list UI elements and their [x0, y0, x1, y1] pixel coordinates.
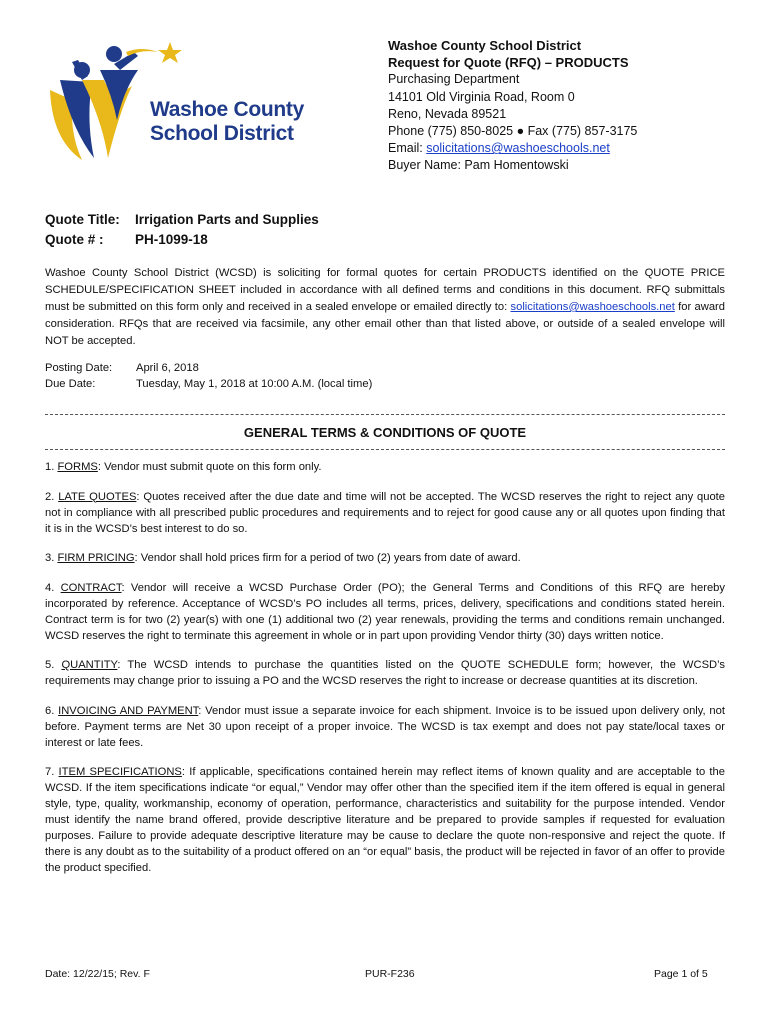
email-link[interactable]: solicitations@washoeschools.net [426, 141, 610, 156]
dates-block [45, 360, 372, 392]
intro-text-2: for award consideration. RFQs that are received via facsimile, any other email other than that listed above, or outside of a sealed envelope will NOT be accepted. [45, 301, 725, 347]
email-label: Email: [388, 141, 427, 156]
divider-top [45, 414, 725, 415]
term-item: 4. CONTRACT: Vendor will receive a WCSD Purchase Order (PO); the General Terms and Conditions of this RFQ are hereby incorporated by reference. Acceptance of WCSD’s PO includes all terms, prices, delivery, specifications and conditions stated herein. Contract term is for two (2) year(s) with one (1) additional two (2) year renewals, providing the terms and conditions remain unchanged. WCSD reserves the right to terminate this agreement in whole or in part upon providing Vendor thirty (30) days written notice. [45, 581, 725, 642]
intro-email-link[interactable]: solicitations@washoeschools.net [510, 301, 675, 313]
term-text: : If applicable, specifications contained herein may reflect items of known quality and are acceptable to the WCSD. If the item specifications indicate “or equal,” Vendor may offer other than the specified item if the item offered is equal in general style, type, quality, workmanship, economy of operation, performance, characteristics and suitability for the purpose intended. Vendor must identify the name brand offered, provide descriptive literature and be prepared to provide samples if requested for evaluation purposes. Failure to provide adequate descriptive literature may be cause to declare the quote non-responsive and reject the quote. If there is any doubt as to the suitability of a product offered on an “or equal” basis, the product will be rejected in favor of an offer to provide the product specified. [45, 766, 725, 874]
term-heading: FIRM PRICING [57, 552, 135, 564]
term-text: : The WCSD intends to purchase the quantities listed on the QUOTE SCHEDULE form; however, the WCSD’s requirements may change prior to issuing a PO and the WCSD reserves the right to increase or decrease quantities at its discretion. [45, 659, 725, 687]
term-heading: INVOICING AND PAYMENT [58, 704, 199, 717]
footer-form-number: PUR-F236 [365, 968, 415, 980]
terms-list [45, 459, 725, 890]
term-heading: ITEM SPECIFICATIONS [58, 766, 182, 778]
term-text: : Quotes received after the due date and time will not be accepted. The WCSD reserves the right to reject any quote not in compliance with all prescribed public procedures and requirements and to reject for good cause any or all quotes upon finding that it is in the WCSD’s best interest to do so. [45, 490, 725, 535]
district-logo [42, 40, 302, 170]
document-type: Request for Quote (RFQ) – PRODUCTS [388, 55, 629, 71]
term-item: 6. INVOICING AND PAYMENT: Vendor must issue a separate invoice for each shipment. Invoice is to be issued upon delivery only, not before. Payment terms are Net 30 upon receipt of a proper invoice. The WCSD is tax exempt and does not pay state/local taxes or interest or late fees. [45, 704, 725, 749]
term-heading: LATE QUOTES [58, 490, 137, 503]
logo-text-line2: School District [150, 122, 294, 145]
posting-date-value: April 6, 2018 [136, 362, 199, 374]
term-heading: FORMS [57, 461, 98, 473]
posting-date-row [45, 360, 372, 376]
due-date-row [45, 376, 372, 392]
logo-text-line1: Washoe County [150, 98, 304, 121]
term-heading: QUANTITY [61, 659, 118, 671]
quote-number-row [45, 230, 319, 250]
phone-fax: Phone (775) 850-8025 ● Fax (775) 857-3175 [388, 124, 638, 139]
term-item: 5. QUANTITY: The WCSD intends to purchase the quantities listed on the QUOTE SCHEDULE form; however, the WCSD’s requirements may change prior to issuing a PO and the WCSD reserves the right to increase or decrease quantities at its discretion. [45, 659, 725, 687]
footer-page-number: Page 1 of 5 [654, 968, 708, 980]
org-name: Washoe County School District [388, 38, 582, 53]
divider-bottom [45, 449, 725, 450]
quote-title-label: Quote Title: [45, 212, 120, 227]
intro-paragraph [45, 265, 725, 350]
term-text: : Vendor will receive a WCSD Purchase Order (PO); the General Terms and Conditions of this RFQ are hereby incorporated by reference. Acceptance of WCSD’s PO includes all terms, prices, delivery, specifications and conditions stated herein. Contract term is for two (2) year(s) with one (1) additional two (2) year renewals, providing the terms and conditions remain unchanged. WCSD reserves the right to terminate this agreement in whole or in part upon providing Vendor thirty (30) days written notice. [45, 581, 725, 642]
department: Purchasing Department [388, 72, 520, 87]
email-line [388, 140, 637, 157]
section-title: GENERAL TERMS & CONDITIONS OF QUOTE [243, 425, 527, 440]
term-text: : Vendor shall hold prices firm for a period of two (2) years from date of award. [134, 552, 521, 564]
term-item: 1. FORMS: Vendor must submit quote on this form only. [45, 461, 322, 473]
quote-info [45, 210, 319, 250]
posting-date-label: Posting Date: [45, 362, 113, 374]
term-item: 2. LATE QUOTES: Quotes received after the due date and time will not be accepted. The WCSD reserves the right to reject any quote not in compliance with all prescribed public procedures and requirements and to reject for good cause any or all quotes upon finding that it is in the WCSD’s best interest to do so. [45, 490, 725, 535]
quote-title-row [45, 210, 319, 230]
quote-title-value: Irrigation Parts and Supplies [135, 212, 319, 227]
quote-number-label: Quote # : [45, 232, 104, 247]
address-line2: Reno, Nevada 89521 [388, 106, 507, 121]
term-item: 3. FIRM PRICING: Vendor shall hold prices firm for a period of two (2) years from date of award. [45, 552, 521, 564]
term-text: : Vendor must submit quote on this form only. [97, 461, 322, 473]
intro-text-1: Washoe County School District (WCSD) is soliciting for formal quotes for certain PRODUCTS identified on the QUOTE PRICE SCHEDULE/SPECIFICATION SHEET included in accordance with all defined terms and conditions in this document. RFQ submittals must be submitted on this form only and received in a sealed envelope or emailed directly to: [45, 267, 725, 313]
address-line1: 14101 Old Virginia Road, Room 0 [388, 89, 575, 104]
due-date-label: Due Date: [45, 378, 96, 390]
term-text: : Vendor must issue a separate invoice for each shipment. Invoice is to be issued upon delivery only, not before. Payment terms are Net 30 upon receipt of a proper invoice. The WCSD is tax exempt and does not pay state/local taxes or interest or late fees. [45, 704, 725, 749]
quote-number-value: PH-1099-18 [135, 232, 208, 247]
buyer-name: Buyer Name: Pam Homentowski [388, 158, 569, 173]
term-item: 7. ITEM SPECIFICATIONS: If applicable, specifications contained herein may reflect items of known quality and are acceptable to the WCSD. If the item specifications indicate “or equal,” Vendor may offer other than the specified item if the item offered is equal in general style, type, quality, workmanship, economy of operation, performance, characteristics and suitability for the purpose intended. Vendor must identify the name brand offered, provide descriptive literature and be prepared to provide samples if requested for evaluation purposes. Failure to provide adequate descriptive literature may be cause to declare the quote non-responsive and reject the quote. If there is any doubt as to the suitability of a product offered on an “or equal” basis, the product will be rejected in favor of an offer to provide the product specified. [45, 766, 725, 874]
due-date-value: Tuesday, May 1, 2018 at 10:00 A.M. (local time) [136, 378, 373, 390]
term-heading: CONTRACT [60, 581, 122, 594]
footer-date: Date: 12/22/15; Rev. F [45, 968, 150, 980]
header-contact-block [388, 37, 637, 175]
